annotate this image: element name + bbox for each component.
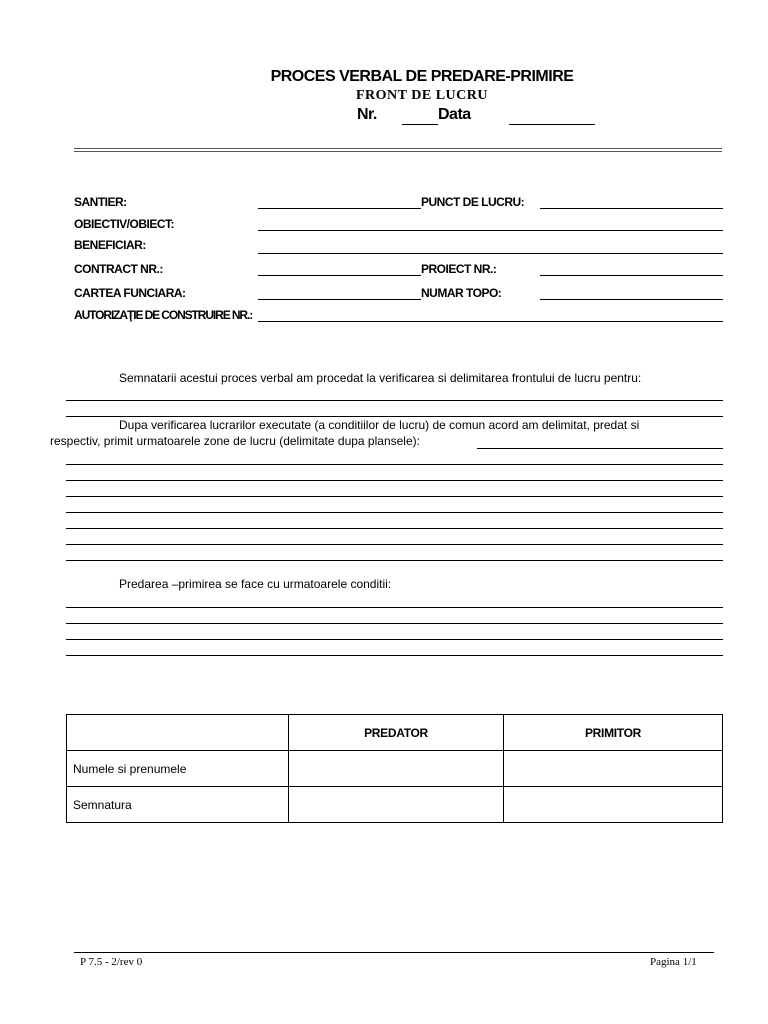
punct-de-lucru-label: PUNCT DE LUCRU: — [421, 195, 525, 209]
cartea-funciara-field[interactable] — [258, 299, 421, 300]
proiect-field[interactable] — [540, 275, 723, 276]
writing-line[interactable] — [477, 448, 723, 449]
beneficiar-field[interactable] — [258, 253, 723, 254]
header-divider-bottom — [74, 151, 722, 152]
writing-line[interactable] — [66, 528, 723, 529]
signature-row-label: Semnatura — [67, 787, 289, 823]
document-title: PROCES VERBAL DE PREDARE-PRIMIRE — [270, 68, 574, 85]
table-corner-cell — [67, 715, 289, 751]
obiectiv-label: OBIECTIV/OBIECT: — [74, 217, 175, 231]
writing-line[interactable] — [66, 464, 723, 465]
writing-line[interactable] — [66, 655, 723, 656]
writing-line[interactable] — [66, 544, 723, 545]
document-code: P 7.5 - 2/rev 0 — [80, 956, 143, 968]
obiectiv-field[interactable] — [258, 230, 723, 231]
verification-paragraph: Semnatarii acestui proces verbal am procedat la verificarea si delimitarea frontului de lucru pentru: — [119, 371, 642, 385]
signature-table — [66, 714, 723, 823]
autorizatie-label: AUTORIZAŢIE DE CONSTRUIRE NR.: — [74, 308, 253, 322]
santier-label: SANTIER: — [74, 195, 127, 209]
header-divider-top — [74, 148, 722, 149]
writing-line[interactable] — [66, 480, 723, 481]
nr-label: Nr. — [357, 106, 377, 123]
footer-divider — [74, 952, 714, 953]
predator-signature-cell[interactable] — [289, 787, 504, 823]
cartea-funciara-label: CARTEA FUNCIARA: — [74, 286, 186, 300]
primitor-name-cell[interactable] — [504, 751, 723, 787]
writing-line[interactable] — [66, 496, 723, 497]
writing-line[interactable] — [66, 400, 723, 401]
delimitation-paragraph-line1: Dupa verificarea lucrarilor executate (a conditiilor de lucru) de comun acord am delimitat, predat si — [119, 418, 640, 432]
document-subtitle: FRONT DE LUCRU — [356, 88, 488, 103]
writing-line[interactable] — [66, 512, 723, 513]
conditions-paragraph: Predarea –primirea se face cu urmatoarele conditii: — [119, 577, 392, 591]
predator-name-cell[interactable] — [289, 751, 504, 787]
nr-fill-line[interactable] — [402, 124, 438, 125]
writing-line[interactable] — [66, 639, 723, 640]
writing-line[interactable] — [66, 560, 723, 561]
data-label: Data — [438, 106, 471, 123]
punct-de-lucru-field[interactable] — [540, 208, 723, 209]
writing-line[interactable] — [66, 623, 723, 624]
table-header-row — [67, 715, 723, 751]
contract-field[interactable] — [258, 275, 421, 276]
name-row-label: Numele si prenumele — [67, 751, 289, 787]
proiect-label: PROIECT NR.: — [421, 262, 497, 276]
writing-line[interactable] — [66, 607, 723, 608]
page-number: Pagina 1/1 — [650, 956, 697, 968]
writing-line[interactable] — [66, 416, 723, 417]
predator-header: PREDATOR — [289, 715, 504, 751]
numar-topo-field[interactable] — [540, 299, 723, 300]
data-fill-line[interactable] — [509, 124, 595, 125]
numar-topo-label: NUMAR TOPO: — [421, 286, 502, 300]
beneficiar-label: BENEFICIAR: — [74, 238, 146, 252]
primitor-signature-cell[interactable] — [504, 787, 723, 823]
contract-label: CONTRACT NR.: — [74, 262, 163, 276]
primitor-header: PRIMITOR — [504, 715, 723, 751]
table-row — [67, 787, 723, 823]
santier-field[interactable] — [258, 208, 421, 209]
table-row — [67, 751, 723, 787]
delimitation-paragraph-line2: respectiv, primit urmatoarele zone de lucru (delimitate dupa plansele): — [50, 434, 420, 448]
autorizatie-field[interactable] — [258, 321, 723, 322]
